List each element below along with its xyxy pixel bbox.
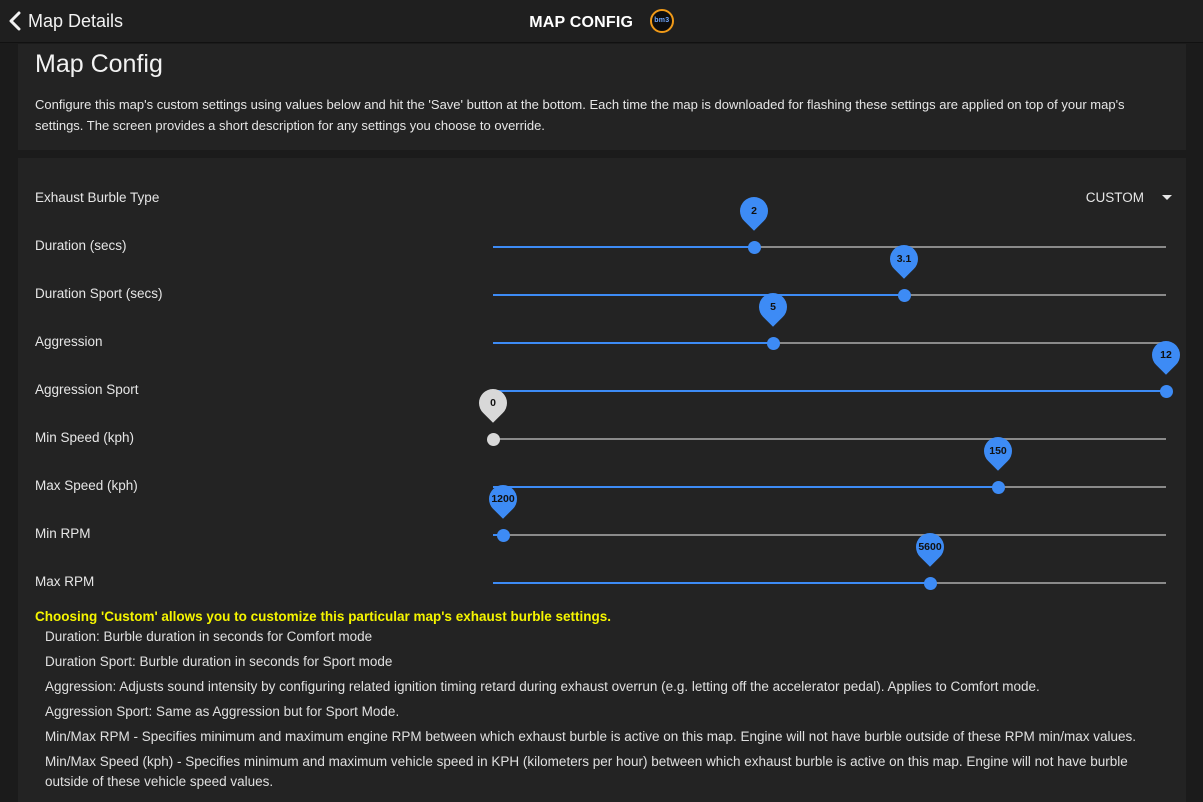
- min-speed-slider[interactable]: [490, 397, 1166, 449]
- slider-thumb[interactable]: [1160, 385, 1173, 398]
- max-speed-slider[interactable]: [493, 445, 1166, 497]
- min-rpm-slider[interactable]: [491, 493, 1166, 545]
- burble-type-select[interactable]: [1086, 190, 1172, 205]
- slider-value: 150: [989, 445, 1007, 457]
- note-item: Duration Sport: Burble duration in seconds for Sport mode: [45, 654, 393, 669]
- burble-type-value: CUSTOM: [1085, 190, 1144, 205]
- page-title-bar: [0, 11, 1203, 35]
- caret-down-icon: [1162, 195, 1172, 200]
- slider-thumb[interactable]: [992, 481, 1005, 494]
- slider-fill: [493, 582, 930, 584]
- intro-description: Configure this map's custom settings using values below and hit the 'Save' button at the bottom. Each time the map is downloaded for flashing these settings are applied on top of your map's settings. The screen provides a short description for any settings you choose to override.: [35, 97, 1125, 133]
- duration-sport-label: Duration Sport (secs): [35, 286, 163, 301]
- duration-label: Duration (secs): [35, 238, 127, 253]
- note-item: Aggression Sport: Same as Aggression but for Sport Mode.: [45, 704, 400, 719]
- slider-fill: [493, 486, 998, 488]
- slider-track: [493, 438, 1166, 440]
- min-rpm-label: Min RPM: [35, 526, 91, 541]
- aggression-sport-slider[interactable]: [493, 349, 1172, 401]
- max-speed-label: Max Speed (kph): [35, 478, 138, 493]
- duration-sport-slider[interactable]: [493, 253, 1166, 305]
- slider-value: 5: [770, 301, 776, 313]
- slider-thumb[interactable]: [767, 337, 780, 350]
- slider-thumb[interactable]: [748, 241, 761, 254]
- slider-fill: [493, 246, 754, 248]
- max-rpm-slider[interactable]: [493, 541, 1166, 593]
- slider-fill: [493, 390, 1166, 392]
- burble-type-label: Exhaust Burble Type: [35, 190, 160, 205]
- intro-card: [18, 44, 1186, 150]
- aggression-slider[interactable]: [493, 301, 1166, 353]
- intro-heading: Map Config: [35, 50, 163, 78]
- slider-value: 12: [1160, 349, 1172, 361]
- slider-value: 0: [490, 397, 496, 409]
- note-item: Aggression: Adjusts sound intensity by configuring related ignition timing retard during exhaust overrun (e.g. letting off the accelerator pedal). Applies to Comfort mode.: [45, 679, 1040, 694]
- slider-fill: [493, 294, 904, 296]
- note-item: Duration: Burble duration in seconds for Comfort mode: [45, 629, 373, 644]
- slider-thumb[interactable]: [497, 529, 510, 542]
- min-speed-label: Min Speed (kph): [35, 430, 135, 445]
- slider-value: 3.1: [896, 253, 912, 265]
- slider-thumb[interactable]: [487, 433, 500, 446]
- duration-slider[interactable]: [493, 205, 1166, 257]
- slider-value: 5600: [918, 541, 942, 553]
- slider-thumb[interactable]: [898, 289, 911, 302]
- aggression-sport-label: Aggression Sport: [35, 382, 139, 397]
- slider-value: 2: [751, 205, 757, 217]
- slider-track: [493, 534, 1166, 536]
- note-item: Min/Max Speed (kph) - Specifies minimum and maximum vehicle speed in KPH (kilometers per hour) between which exhaust burble is active on this map. Engine will not have burble outside of these vehicle speed values.: [45, 754, 1128, 789]
- slider-fill: [493, 342, 773, 344]
- notes-title: Choosing 'Custom' allows you to customize this particular map's exhaust burble settings.: [35, 609, 611, 624]
- back-label: Map Details: [28, 10, 124, 31]
- slider-thumb[interactable]: [924, 577, 937, 590]
- max-rpm-label: Max RPM: [35, 574, 95, 589]
- note-item: Min/Max RPM - Specifies minimum and maximum engine RPM between which exhaust burble is active on this map. Engine will not have burble outside of these RPM min/max values.: [45, 729, 1136, 744]
- bm3-logo-icon: bm3: [650, 9, 674, 33]
- page-title: MAP CONFIG: [529, 14, 634, 32]
- settings-card: [18, 158, 1186, 802]
- slider-value: 1200: [491, 493, 515, 505]
- top-bar: [0, 0, 1203, 43]
- aggression-label: Aggression: [35, 334, 103, 349]
